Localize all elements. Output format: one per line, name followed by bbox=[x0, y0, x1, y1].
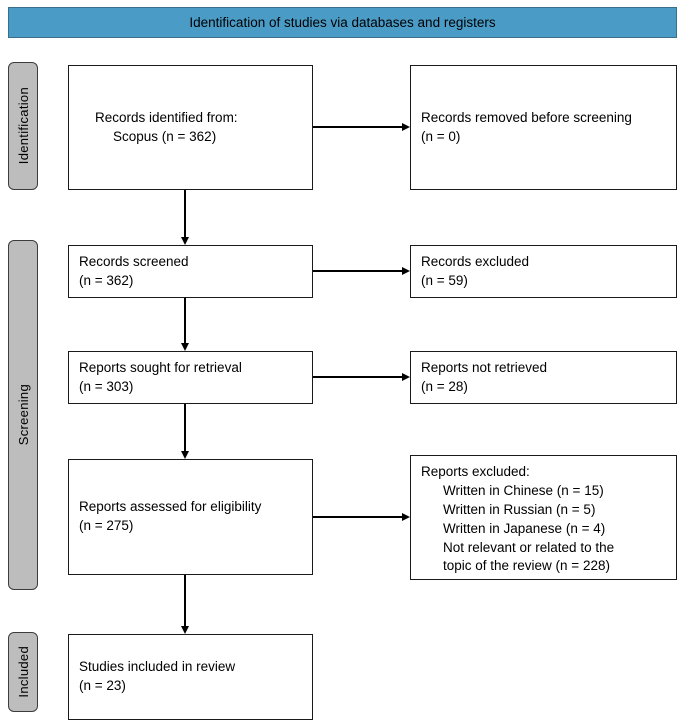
stage-label-included bbox=[8, 632, 38, 712]
stage-label-text: Screening bbox=[15, 384, 31, 446]
banner-title: Identification of studies via databases and registers bbox=[189, 15, 496, 30]
box-text-line: Written in Russian (n = 5) bbox=[443, 501, 596, 517]
box-text-line: Records identified from: bbox=[95, 109, 238, 125]
box-text-line: Written in Chinese (n = 15) bbox=[443, 482, 604, 498]
box-text-line: Records excluded bbox=[421, 253, 530, 269]
box-reports-excluded bbox=[410, 455, 677, 580]
box-reports-assessed bbox=[68, 459, 313, 575]
box-text-line: (n = 59) bbox=[421, 272, 468, 288]
box-text-line: Scopus (n = 362) bbox=[113, 128, 217, 144]
box-text-line: (n = 362) bbox=[79, 272, 134, 288]
box-records-excluded bbox=[410, 245, 677, 298]
banner bbox=[8, 7, 677, 38]
box-text-line: Records screened bbox=[79, 253, 189, 269]
stage-label-text: Identification bbox=[15, 87, 31, 165]
box-text-line: Studies included in review bbox=[79, 659, 236, 675]
box-text-line: Reports assessed for eligibility bbox=[79, 499, 262, 515]
box-reports-sought bbox=[68, 351, 313, 404]
box-records-screened bbox=[68, 245, 313, 298]
box-text-line: Not relevant or related to the bbox=[443, 539, 615, 555]
box-text-line: (n = 0) bbox=[421, 128, 461, 144]
box-text-line: topic of the review (n = 228) bbox=[443, 558, 610, 574]
box-text-line: (n = 28) bbox=[421, 378, 468, 394]
box-text-line: (n = 23) bbox=[79, 678, 126, 693]
box-records-removed bbox=[410, 65, 677, 190]
box-text-line: Reports excluded: bbox=[421, 464, 530, 479]
stage-label-identification bbox=[8, 62, 38, 190]
box-text-line: (n = 275) bbox=[79, 518, 134, 533]
stage-label-text: Included bbox=[15, 646, 31, 698]
box-text-line: Reports not retrieved bbox=[421, 359, 548, 375]
box-studies-included bbox=[68, 634, 313, 720]
box-reports-not-retrieved bbox=[410, 351, 677, 404]
stage-label-screening bbox=[8, 240, 38, 590]
box-text-line: (n = 303) bbox=[79, 378, 134, 394]
box-text-line: Written in Japanese (n = 4) bbox=[443, 520, 606, 536]
box-records-identified bbox=[68, 65, 313, 190]
box-text-line: Records removed before screening bbox=[421, 109, 632, 125]
box-text-line: Reports sought for retrieval bbox=[79, 359, 242, 375]
